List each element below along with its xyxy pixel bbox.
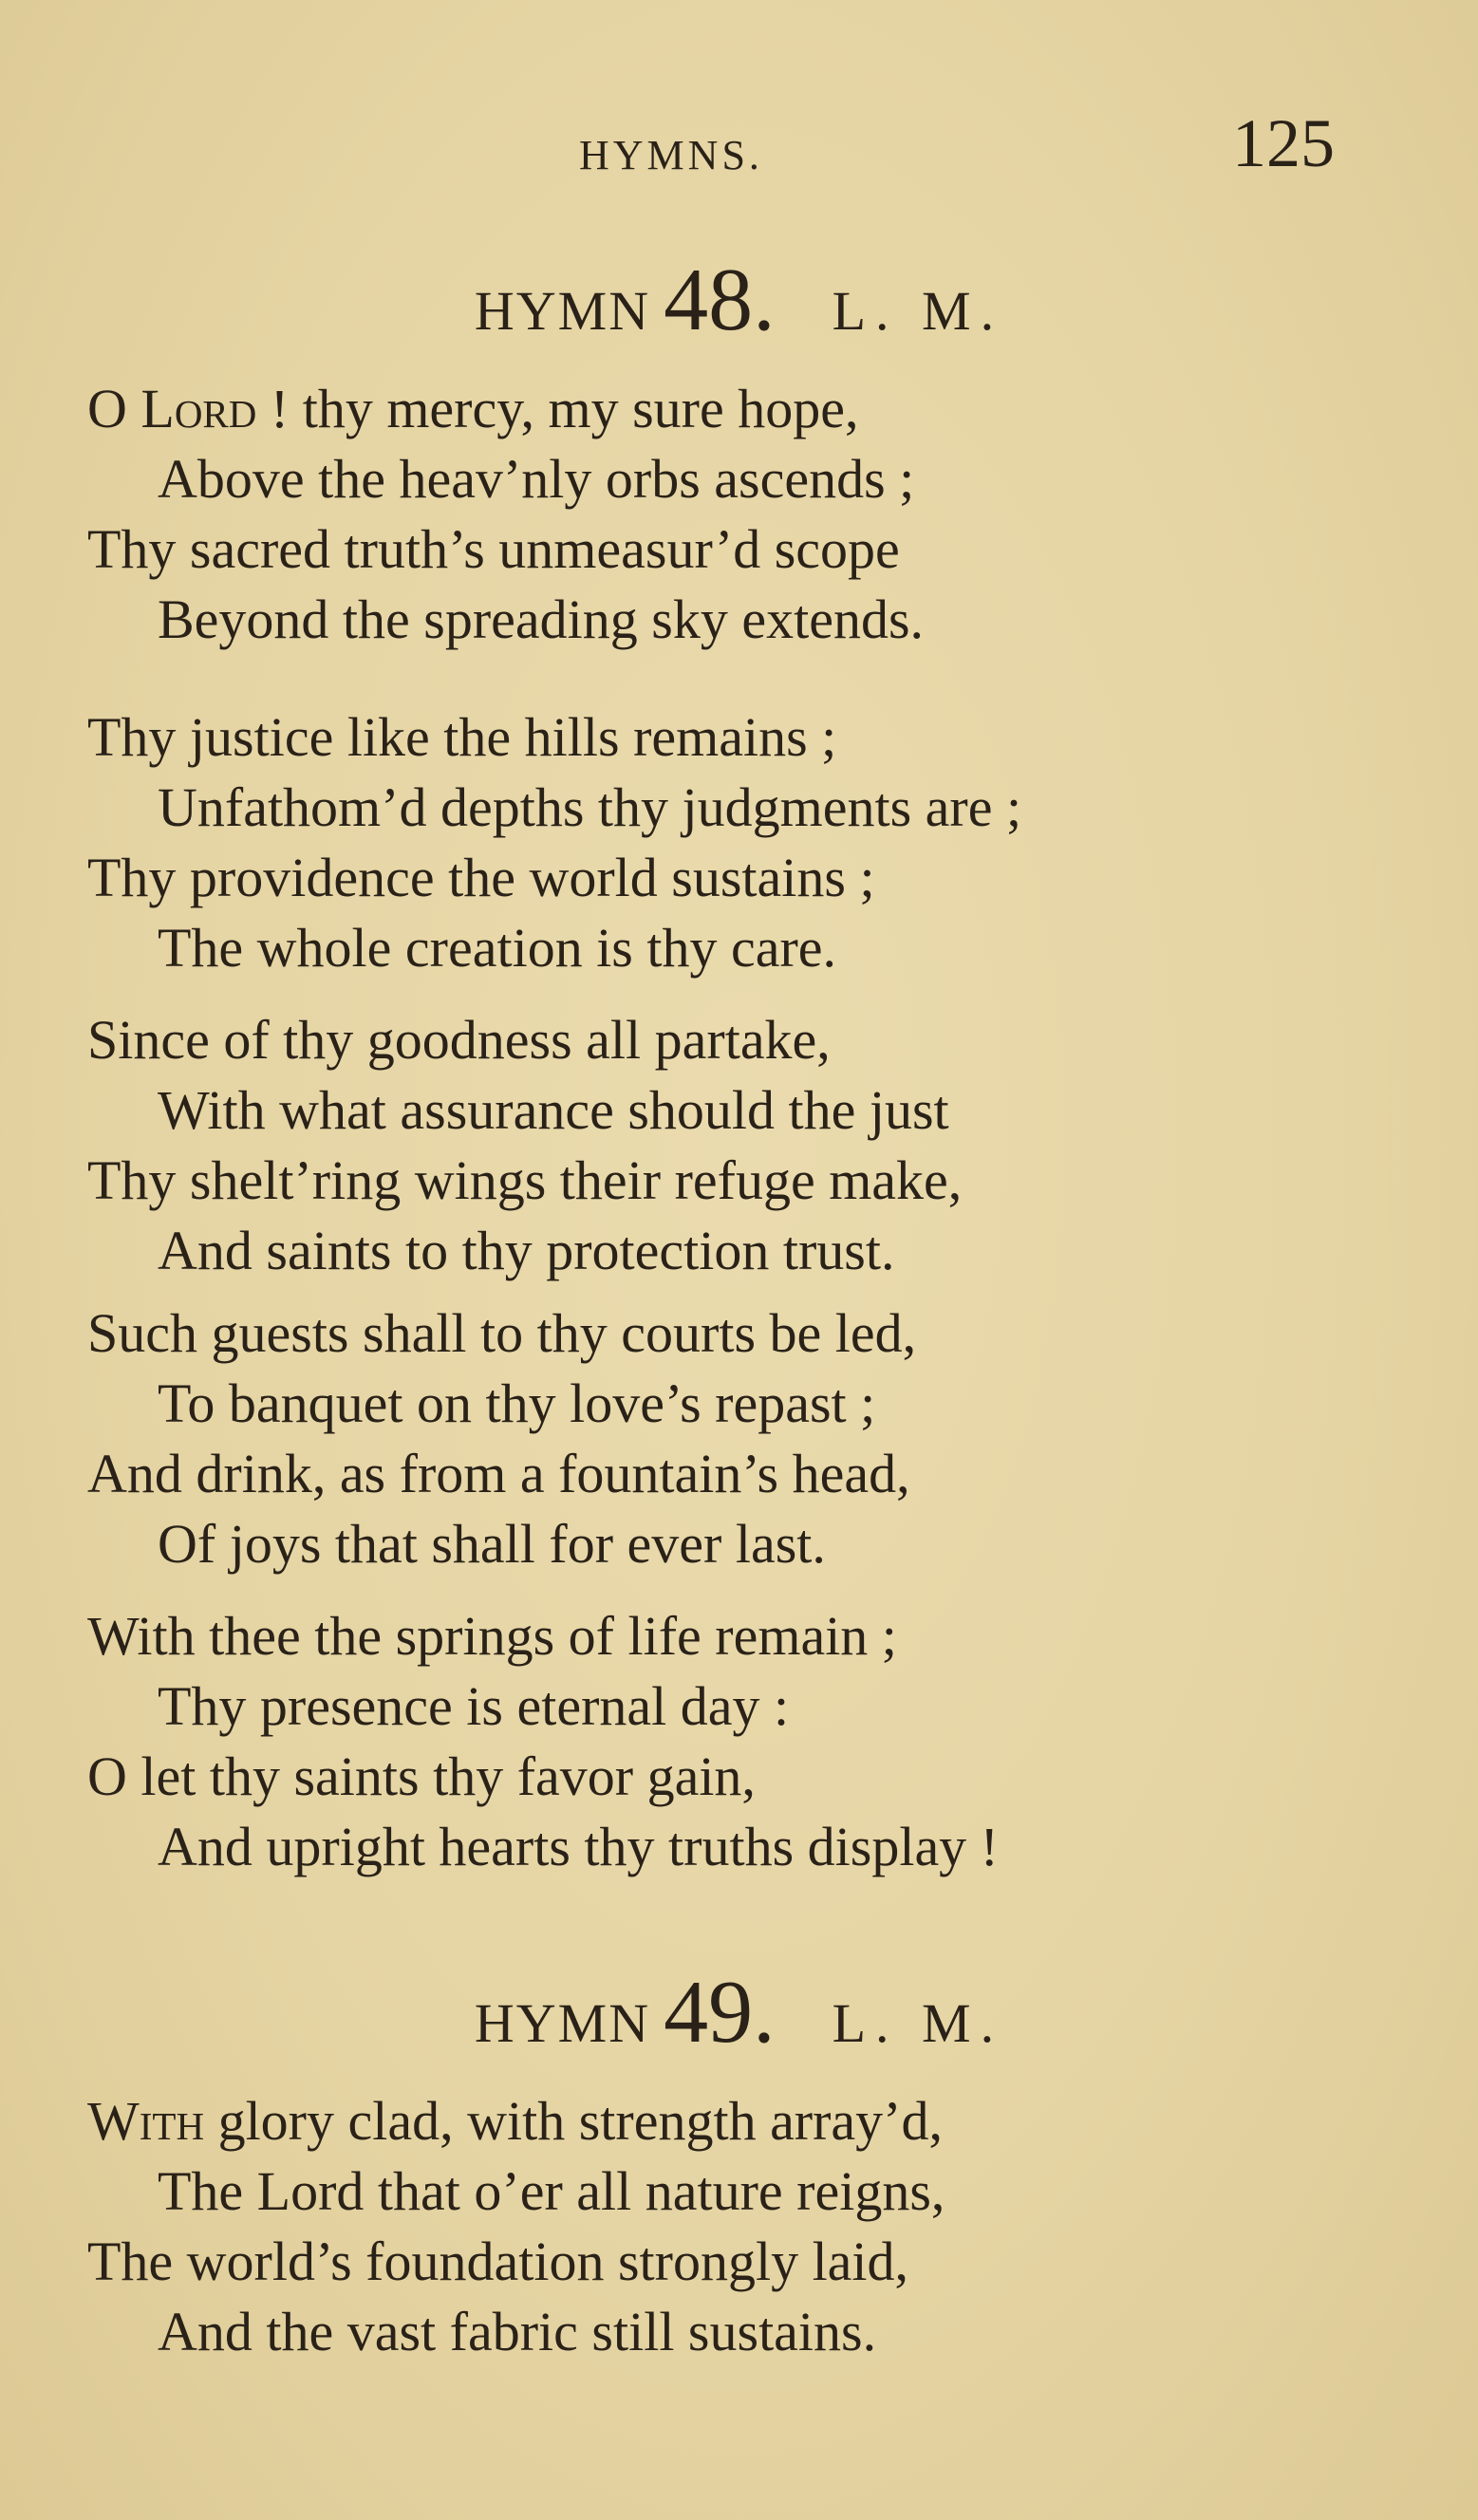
verse-line: O let thy saints thy favor gain,	[87, 1745, 756, 1807]
hymn-48-heading	[0, 249, 1478, 351]
verse-line: With thee the springs of life remain ;	[87, 1605, 897, 1667]
running-head	[0, 104, 1478, 180]
verse-line: Of joys that shall for ever last.	[158, 1513, 826, 1575]
verse-line: The Lord that o’er all nature reigns,	[158, 2160, 945, 2222]
verse-line: And the vast fabric still sustains.	[158, 2301, 877, 2362]
verse-line: Since of thy goodness all partake,	[87, 1009, 831, 1071]
hymn-48-stanza-5	[87, 1601, 1454, 1882]
verse-line: The world’s foundation strongly laid,	[87, 2231, 909, 2292]
hymn-word: HYMN	[474, 1992, 651, 2054]
verse-line: Unfathom’d depths thy judgments are ;	[158, 776, 1022, 838]
verse-line: Thy sacred truth’s unmeasur’d scope	[87, 518, 900, 580]
hymn-number: 48.	[664, 251, 776, 349]
verse-line: And saints to thy protection trust.	[158, 1220, 895, 1281]
hymn-meter: L. M.	[832, 280, 1004, 342]
hymn-48-stanza-3	[87, 1005, 1454, 1286]
page-number: 125	[1232, 105, 1335, 181]
verse-line: And drink, as from a fountain’s head,	[87, 1443, 910, 1504]
verse-line: Thy justice like the hills remains ;	[87, 706, 837, 768]
verse-line: With what assurance should the just	[158, 1079, 949, 1141]
small-caps-word: Lord	[140, 378, 257, 439]
verse-line: Thy providence the world sustains ;	[87, 847, 875, 908]
verse-line: And upright hearts thy truths display !	[158, 1816, 1000, 1877]
verse-line: Above the heav’nly orbs ascends ;	[158, 448, 915, 510]
hymn-48-stanza-4	[87, 1298, 1454, 1579]
verse-line: O Lord ! thy mercy, my sure hope,	[87, 378, 859, 439]
verse-line: Thy shelt’ring wings their refuge make,	[87, 1149, 963, 1211]
verse-line: Such guests shall to thy courts be led,	[87, 1302, 917, 1364]
hymn-number: 49.	[664, 1963, 776, 2062]
hymn-48-stanza-2	[87, 702, 1454, 983]
small-caps-word: With	[87, 2090, 205, 2152]
verse-line: Beyond the spreading sky extends.	[158, 588, 925, 650]
verse-line: With glory clad, with strength array’d,	[87, 2090, 943, 2152]
hymn-meter: L. M.	[832, 1992, 1004, 2054]
hymn-49-heading	[0, 1961, 1478, 2063]
running-title: HYMNS.	[579, 132, 763, 178]
verse-line: The whole creation is thy care.	[158, 917, 837, 979]
verse-line: To banquet on thy love’s repast ;	[158, 1372, 876, 1434]
verse-line: Thy presence is eternal day :	[158, 1675, 790, 1737]
hymn-48-stanza-1	[87, 374, 1454, 655]
hymn-word: HYMN	[474, 280, 651, 342]
hymn-49-stanza-1	[87, 2086, 1454, 2367]
